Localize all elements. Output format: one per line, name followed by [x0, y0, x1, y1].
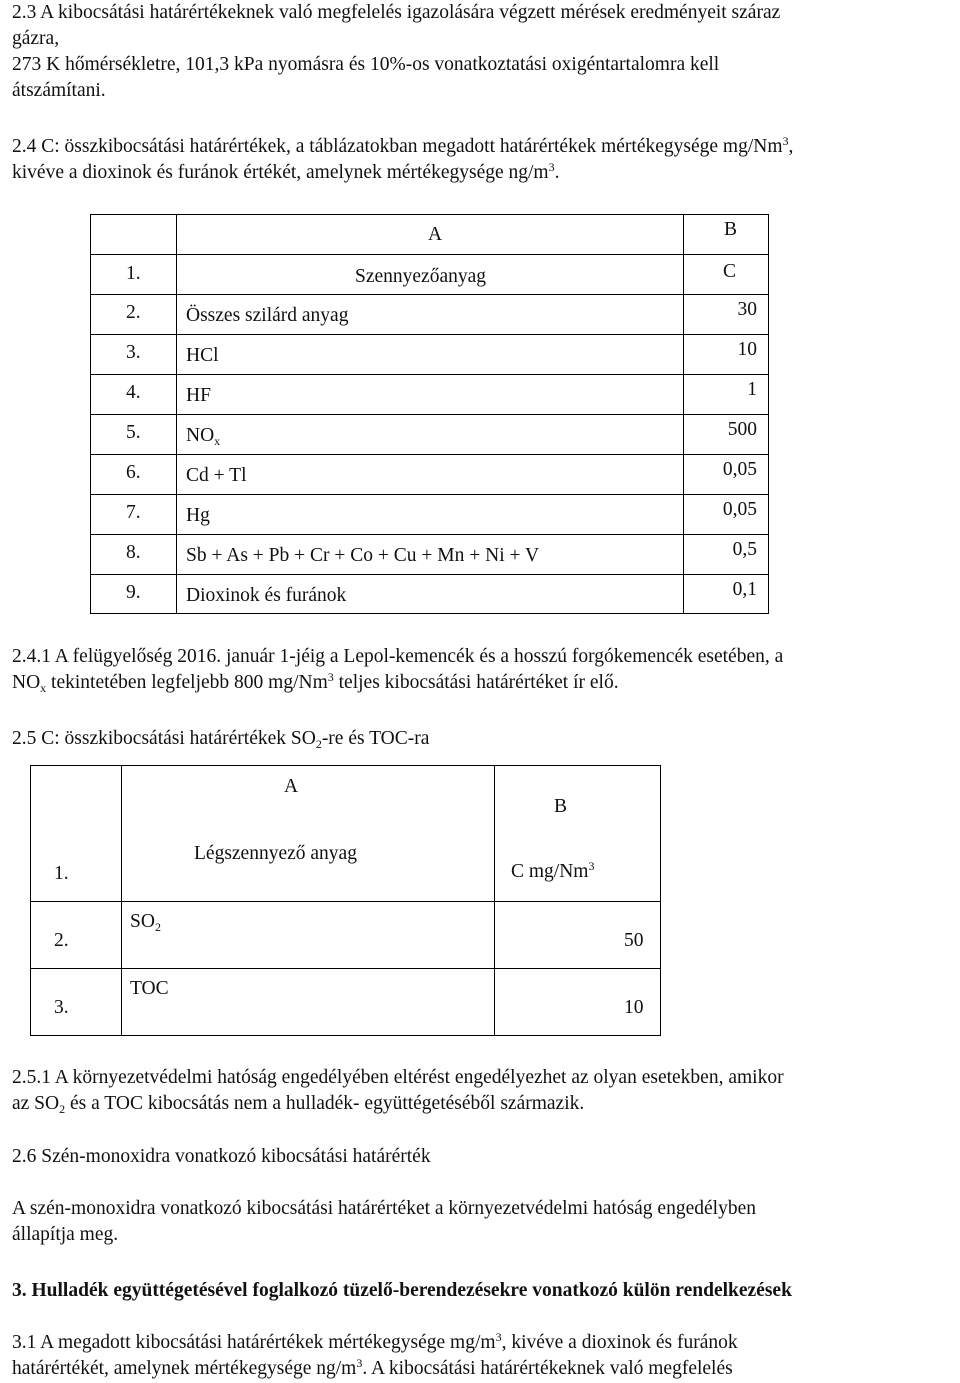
subscript: x — [214, 434, 221, 448]
text: az SO — [12, 1093, 60, 1114]
row-number: 1. — [54, 863, 69, 884]
text: SO — [130, 911, 155, 932]
superscript: 3 — [327, 670, 334, 684]
paragraph-line — [12, 160, 954, 186]
row-number: 7. — [126, 502, 141, 523]
paragraph-2-5-1 — [12, 1065, 954, 1117]
row-number: 8. — [126, 542, 141, 563]
row-number: 4. — [126, 382, 141, 403]
text: Sb + As + Pb + Cr + Co + Cu + Mn + Ni + V — [186, 545, 540, 566]
paragraph-line — [12, 670, 954, 696]
section-3-heading: 3. Hulladék együttégetésével foglalkozó tüzelő-berendezésekre vonatkozó külön rendelkezések — [12, 1280, 792, 1301]
text: és a TOC kibocsátás nem a hulladék- együttégetéséből származik. — [65, 1093, 585, 1114]
text: Dioxinok és furánok — [186, 585, 347, 606]
heading-2-6: 2.6 Szén-monoxidra vonatkozó kibocsátási határérték — [12, 1146, 431, 1167]
superscript: 3 — [548, 160, 555, 174]
pollutant-header: Szennyezőanyag — [355, 266, 487, 287]
text: Cd + Tl — [186, 465, 247, 486]
limit-value: 500 — [727, 419, 757, 440]
text: . — [554, 162, 560, 183]
pollutant-name — [186, 543, 539, 569]
superscript: 3 — [495, 1330, 502, 1344]
text: 2.4 C: összkibocsátási határértékek, a táblázatokban megadott határértékek mértékegysége mg/Nm — [12, 136, 783, 157]
row-number: 2. — [54, 930, 69, 951]
superscript: 3 — [588, 859, 595, 873]
text: -re és TOC-ra — [321, 728, 430, 749]
paragraph-line — [12, 134, 954, 160]
paragraph-line: 273 K hőmérsékletre, 101,3 kPa nyomásra és 10%-os vonatkoztatási oxigéntartalomra kell — [12, 54, 720, 75]
pollutant-header: Légszennyező anyag — [194, 843, 357, 864]
paragraph-line: átszámítani. — [12, 80, 106, 101]
limit-value: 10 — [624, 997, 644, 1018]
text: teljes kibocsátási határértéket ír elő. — [333, 672, 619, 693]
subscript: x — [40, 681, 47, 695]
text: , kivéve a dioxinok és furánok — [501, 1332, 738, 1353]
paragraph-line: állapítja meg. — [12, 1224, 119, 1245]
limit-value: 1 — [747, 379, 757, 400]
paragraph-line — [12, 1356, 954, 1382]
subscript: 2 — [154, 920, 161, 934]
unit-header: C — [723, 261, 737, 282]
text: 3.1 A megadott kibocsátási határértékek mértékegysége mg/m — [12, 1332, 496, 1353]
limit-value: 0,05 — [722, 459, 757, 480]
limit-value: 0,1 — [732, 579, 757, 600]
pollutant-name — [186, 503, 210, 529]
row-number: 5. — [126, 422, 141, 443]
subscript: 2 — [315, 737, 322, 751]
paragraph-co — [12, 1196, 954, 1248]
paragraph-line: A szén-monoxidra vonatkozó kibocsátási határértéket a környezetvédelmi hatóság engedélyben — [12, 1198, 756, 1219]
subscript: 2 — [59, 1102, 66, 1116]
limit-value: 0,05 — [722, 499, 757, 520]
column-a-label: A — [284, 776, 299, 797]
superscript: 3 — [782, 134, 789, 148]
text: NO — [12, 672, 41, 693]
paragraph-line: gázra, — [12, 28, 60, 49]
superscript: 3 — [356, 1356, 363, 1370]
paragraph-2-3 — [12, 0, 954, 104]
row-number: 6. — [126, 462, 141, 483]
emission-limits-table — [90, 214, 769, 614]
text: . A kibocsátási határértékeknek való megfelelés — [362, 1358, 733, 1379]
text: HF — [186, 385, 211, 406]
text: NO — [186, 425, 215, 446]
limit-value: 30 — [737, 299, 757, 320]
column-a-label: A — [428, 224, 443, 245]
text: C mg/Nm — [511, 861, 589, 882]
row-number: 3. — [126, 342, 141, 363]
paragraph-3-1 — [12, 1330, 954, 1382]
paragraph-line: 2.3 A kibocsátási határértékeknek való megfelelés igazolására végzett mérések eredményeit száraz — [12, 2, 781, 23]
pollutant-name — [186, 383, 211, 409]
so2-toc-table — [30, 765, 661, 1036]
text: 2.5 C: összkibocsátási határértékek SO — [12, 728, 316, 749]
text: Összes szilárd anyag — [186, 305, 349, 326]
column-b-label: B — [554, 796, 568, 817]
pollutant-name — [186, 423, 220, 449]
column-b-label: B — [724, 219, 738, 240]
text: , — [788, 136, 794, 157]
row-number: 9. — [126, 582, 141, 603]
pollutant-name — [186, 463, 246, 489]
paragraph-2-5 — [12, 726, 954, 752]
paragraph-line — [12, 1091, 954, 1117]
paragraph-line: 2.4.1 A felügyelőség 2016. január 1-jéig a Lepol-kemencék és a hosszú forgókemencék esetében, a — [12, 646, 784, 667]
text: határértékét, amelynek mértékegysége ng/m — [12, 1358, 357, 1379]
text: Hg — [186, 505, 210, 526]
pollutant-name: TOC — [130, 978, 169, 999]
paragraph-2-4 — [12, 134, 954, 186]
paragraph-2-4-1 — [12, 644, 954, 696]
row-number: 1. — [126, 263, 141, 284]
unit-header — [511, 859, 594, 885]
paragraph-line: 2.5.1 A környezetvédelmi hatóság engedélyében eltérést engedélyezhet az olyan esetekben, amikor — [12, 1067, 784, 1088]
row-number: 3. — [54, 997, 69, 1018]
limit-value: 50 — [624, 930, 644, 951]
pollutant-name — [186, 303, 348, 329]
limit-value: 10 — [737, 339, 757, 360]
text: tekintetében legfeljebb 800 mg/Nm — [46, 672, 328, 693]
limit-value: 0,5 — [732, 539, 757, 560]
paragraph-line — [12, 726, 954, 752]
text: kivéve a dioxinok és furánok értékét, amelynek mértékegysége ng/m — [12, 162, 549, 183]
paragraph-line — [12, 1330, 954, 1356]
text: HCl — [186, 345, 219, 366]
row-number: 2. — [126, 302, 141, 323]
pollutant-name — [186, 343, 219, 369]
pollutant-name — [130, 909, 161, 935]
pollutant-name — [186, 583, 346, 609]
